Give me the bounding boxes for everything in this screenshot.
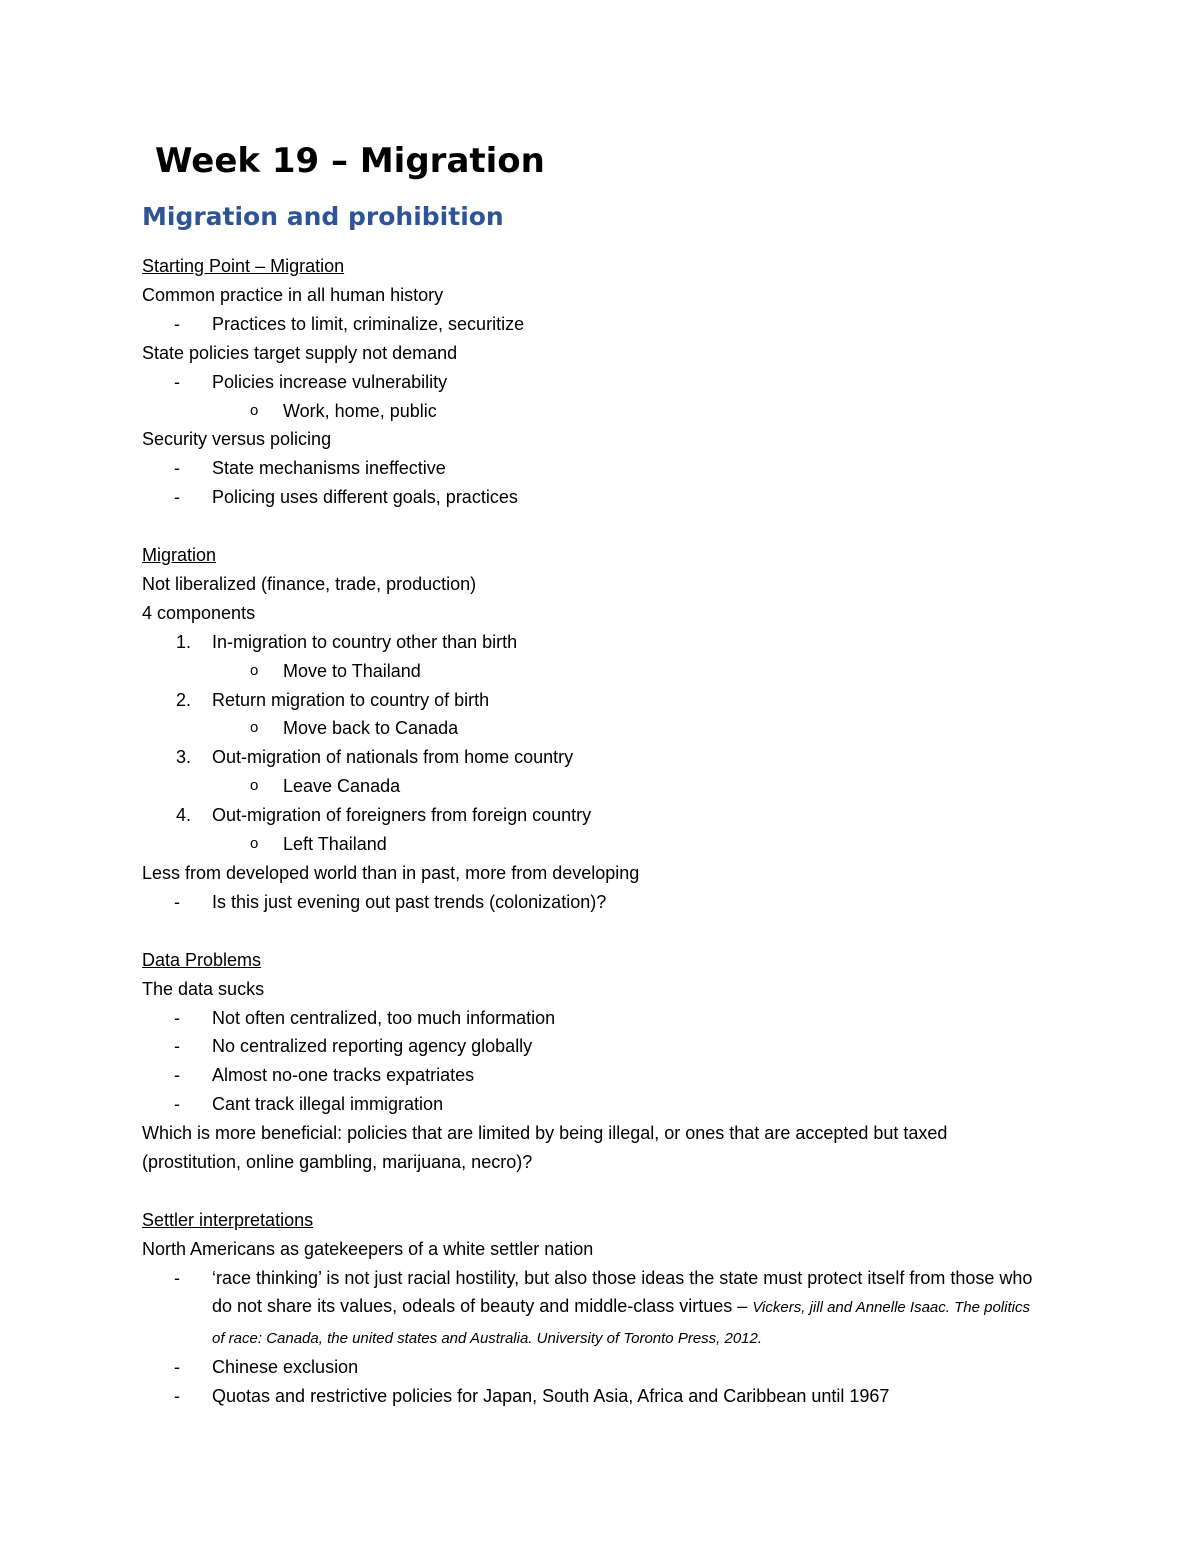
paragraph: Which is more beneficial: policies that are limited by being illegal, or ones that are accepted but taxed (prostitution, online gambling, marijuana, necro)? [142, 1123, 948, 1173]
circle-marker: o [250, 401, 259, 419]
item-number: 2. [176, 689, 192, 710]
spacer [142, 917, 1042, 946]
dash-marker: - [174, 1357, 180, 1378]
bullet-text: Cant track illegal immigration [212, 1094, 444, 1115]
bullet-text: Chinese exclusion [212, 1357, 359, 1378]
circle-bullet [142, 714, 1042, 743]
numbered-item [142, 628, 1042, 657]
bullet-text: Move to Thailand [283, 660, 421, 681]
dash-marker: - [174, 891, 180, 912]
heading-settler-interpretations: Settler interpretations [142, 1209, 314, 1230]
dash-bullet [142, 1382, 1042, 1411]
text-line: Common practice in all human history [142, 284, 444, 305]
dash-bullet [142, 1090, 1042, 1119]
dash-bullet [142, 310, 1042, 339]
document-body [142, 252, 1042, 1411]
bullet-text: Quotas and restrictive policies for Japan, South Asia, Africa and Caribbean until 1967 [212, 1386, 890, 1407]
item-text: Out-migration of nationals from home country [212, 747, 574, 768]
text-line: Not liberalized (finance, trade, production) [142, 573, 477, 594]
item-number: 4. [176, 805, 192, 826]
text-line: The data sucks [142, 978, 265, 999]
item-text: Out-migration of foreigners from foreign country [212, 805, 592, 826]
dash-bullet [142, 1004, 1042, 1033]
circle-bullet [142, 657, 1042, 686]
bullet-text: Leave Canada [283, 776, 401, 797]
bullet-text: ‘race thinking’ is not just racial hostility, but also those ideas the state must protect itself from those who do not share its values, odeals of beauty and middle-class virtues – [212, 1267, 1033, 1317]
bullet-text: Not often centralized, too much information [212, 1007, 556, 1028]
dash-marker: - [174, 1007, 180, 1028]
bullet-text: Policies increase vulnerability [212, 371, 448, 392]
text-line: State policies target supply not demand [142, 342, 458, 363]
spacer [142, 512, 1042, 541]
text-line: Security versus policing [142, 429, 332, 450]
text-line: North Americans as gatekeepers of a white settler nation [142, 1238, 594, 1259]
bullet-text: No centralized reporting agency globally [212, 1036, 533, 1057]
bullet-text: State mechanisms ineffective [212, 458, 446, 479]
circle-marker: o [250, 661, 259, 679]
circle-marker: o [250, 719, 259, 737]
bullet-text: Policing uses different goals, practices [212, 487, 518, 508]
bullet-text: Almost no-one tracks expatriates [212, 1065, 475, 1086]
section-title: Migration and prohibition [142, 202, 504, 231]
bullet-text-with-citation [212, 1264, 1042, 1354]
dash-bullet [142, 888, 1042, 917]
dash-bullet [142, 454, 1042, 483]
dash-marker: - [174, 313, 180, 334]
dash-bullet [142, 1061, 1042, 1090]
dash-marker: - [174, 1065, 180, 1086]
bullet-text: Move back to Canada [283, 718, 459, 739]
dash-marker: - [174, 1267, 180, 1288]
bullet-text: Practices to limit, criminalize, securitize [212, 313, 525, 334]
dash-bullet [142, 483, 1042, 512]
circle-bullet [142, 397, 1042, 426]
bullet-text: Left Thailand [283, 834, 387, 855]
numbered-item [142, 801, 1042, 830]
dash-marker: - [174, 1036, 180, 1057]
dash-marker: - [174, 1386, 180, 1407]
page-title: Week 19 – Migration [155, 141, 545, 181]
dash-bullet [142, 368, 1042, 397]
item-text: Return migration to country of birth [212, 689, 490, 710]
numbered-item [142, 743, 1042, 772]
circle-bullet [142, 830, 1042, 859]
dash-marker: - [174, 487, 180, 508]
circle-bullet [142, 772, 1042, 801]
item-number: 1. [176, 631, 192, 652]
dash-marker: - [174, 458, 180, 479]
circle-marker: o [250, 777, 259, 795]
heading-data-problems: Data Problems [142, 949, 262, 970]
numbered-item [142, 686, 1042, 715]
text-line: 4 components [142, 602, 256, 623]
citation: Vickers, jill and Annelle Isaac. The politics of race: Canada, the united states and Australia. University of Toronto Press, 2012. [212, 1299, 1030, 1347]
text-line: Less from developed world than in past, more from developing [142, 863, 640, 884]
dash-bullet [142, 1264, 1042, 1354]
dash-marker: - [174, 1094, 180, 1115]
item-number: 3. [176, 747, 192, 768]
bullet-text: Work, home, public [283, 400, 437, 421]
spacer [142, 1177, 1042, 1206]
heading-migration: Migration [142, 545, 217, 566]
item-text: In-migration to country other than birth [212, 631, 518, 652]
circle-marker: o [250, 835, 259, 853]
bullet-text: Is this just evening out past trends (colonization)? [212, 891, 607, 912]
dash-bullet [142, 1032, 1042, 1061]
dash-marker: - [174, 371, 180, 392]
heading-starting-point: Starting Point – Migration [142, 256, 345, 276]
dash-bullet [142, 1353, 1042, 1382]
